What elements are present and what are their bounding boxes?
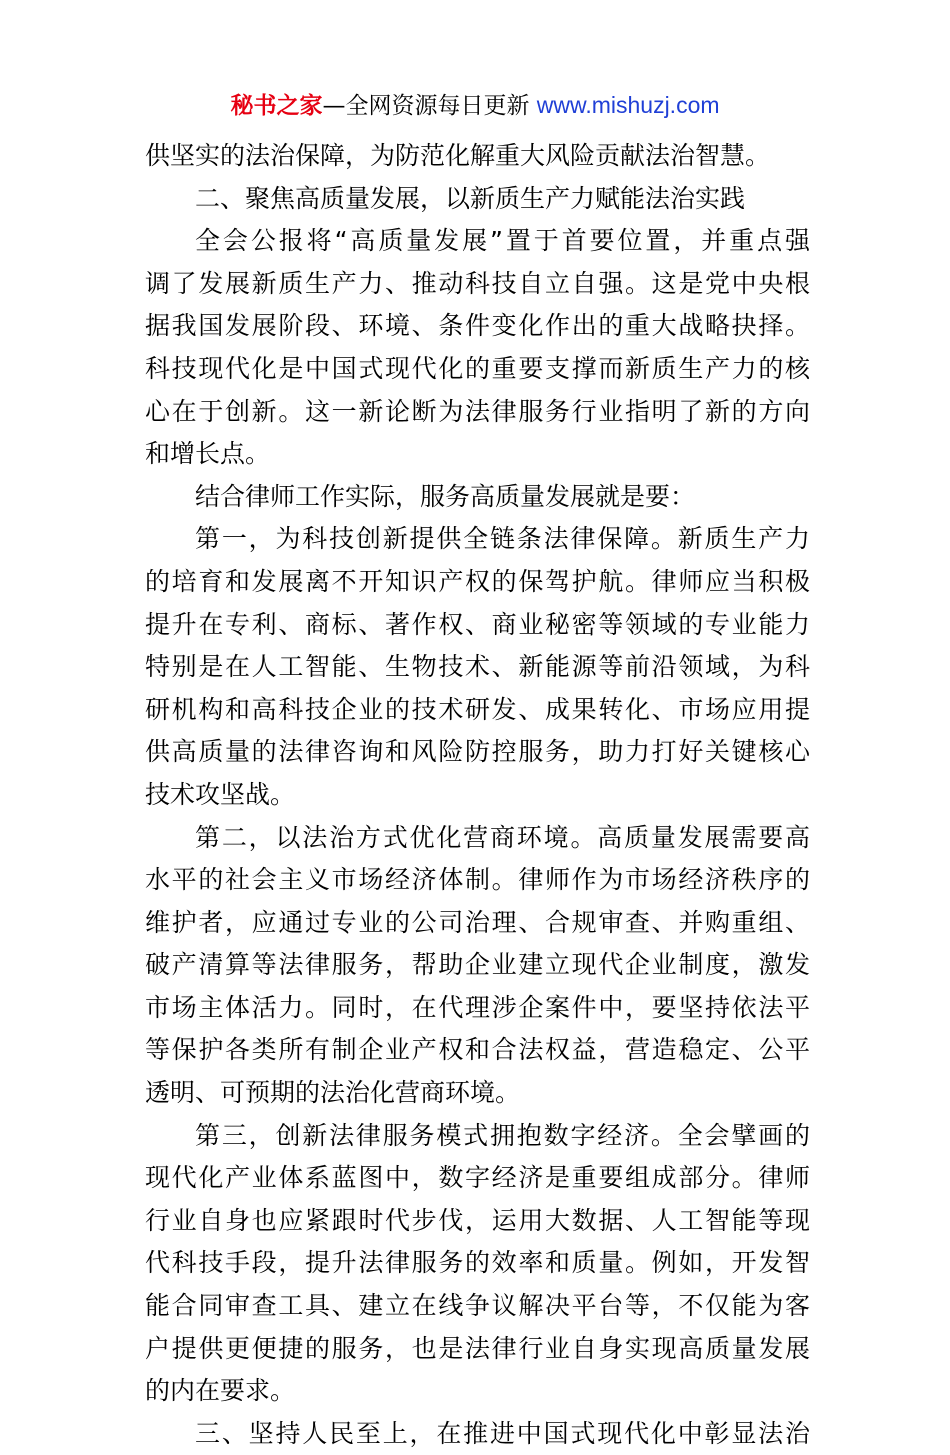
text-line: 能合同审查工具、建立在线争议解决平台等，不仅能为客 [145, 1291, 810, 1321]
website-link[interactable]: www.mishuzj.com [536, 92, 720, 118]
text-line: 供高质量的法律咨询和风险防控服务，助力打好关键核心 [145, 737, 810, 767]
text-line: 供坚实的法治保障，为防范化解重大风险贡献法治智慧。 [145, 141, 771, 170]
text-line: 现代化产业体系蓝图中，数字经济是重要组成部分。律师 [145, 1163, 810, 1193]
text-line: 调了发展新质生产力、推动科技自立自强。这是党中央根 [145, 268, 810, 298]
text-line: 技术攻坚战。 [145, 779, 296, 809]
text-line: 全会公报将“高质量发展”置于首要位置，并重点强 [195, 226, 810, 256]
brand-name: 秘书之家 [230, 93, 323, 119]
text-line: 破产清算等法律服务，帮助企业建立现代企业制度，激发 [145, 950, 810, 980]
text-line: 水平的社会主义市场经济体制。律师作为市场经济秩序的 [145, 865, 810, 895]
text-line: 行业自身也应紧跟时代步伐，运用大数据、人工智能等现 [145, 1205, 810, 1235]
text-line: 研机构和高科技企业的技术研发、成果转化、市场应用提 [145, 694, 810, 724]
text-line: 的培育和发展离不开知识产权的保驾护航。律师应当积极 [145, 566, 810, 596]
text-line: 据我国发展阶段、环境、条件变化作出的重大战略抉择。 [145, 311, 810, 341]
text-line: 科技现代化是中国式现代化的重要支撑而新质生产力的核 [145, 353, 810, 383]
text-line: 特别是在人工智能、生物技术、新能源等前沿领域，为科 [145, 652, 810, 682]
text-line: 第一，为科技创新提供全链条法律保障。新质生产力 [195, 524, 810, 554]
text-line: 透明、可预期的法治化营商环境。 [145, 1078, 521, 1108]
document-body [145, 135, 810, 1455]
text-line: 第二，以法治方式优化营商环境。高质量发展需要高 [195, 822, 810, 852]
header-tagline: —全网资源每日更新 [322, 93, 530, 119]
text-line: 结合律师工作实际，服务高质量发展就是要： [195, 481, 696, 511]
text-line: 的内在要求。 [145, 1376, 296, 1406]
text-line: 心在于创新。这一新论断为法律服务行业指明了新的方向 [145, 396, 810, 426]
text-line: 三、坚持人民至上，在推进中国式现代化中彰显法治 [195, 1418, 810, 1448]
text-line: 维护者，应通过专业的公司治理、合规审查、并购重组、 [145, 907, 810, 937]
text-line: 代科技手段，提升法律服务的效率和质量。例如，开发智 [145, 1248, 810, 1278]
text-line: 等保护各类所有制企业产权和合法权益，营造稳定、公平 [145, 1035, 810, 1065]
text-line: 户提供更便捷的服务，也是法律行业自身实现高质量发展 [145, 1333, 810, 1363]
page-header [0, 88, 950, 123]
text-line: 和增长点。 [145, 439, 271, 469]
text-line: 二、聚焦高质量发展，以新质生产力赋能法治实践 [195, 183, 746, 213]
text-line: 提升在专利、商标、著作权、商业秘密等领域的专业能力 [145, 609, 810, 639]
text-line: 市场主体活力。同时，在代理涉企案件中，要坚持依法平 [145, 992, 810, 1022]
text-line: 第三，创新法律服务模式拥抱数字经济。全会擘画的 [195, 1120, 810, 1150]
